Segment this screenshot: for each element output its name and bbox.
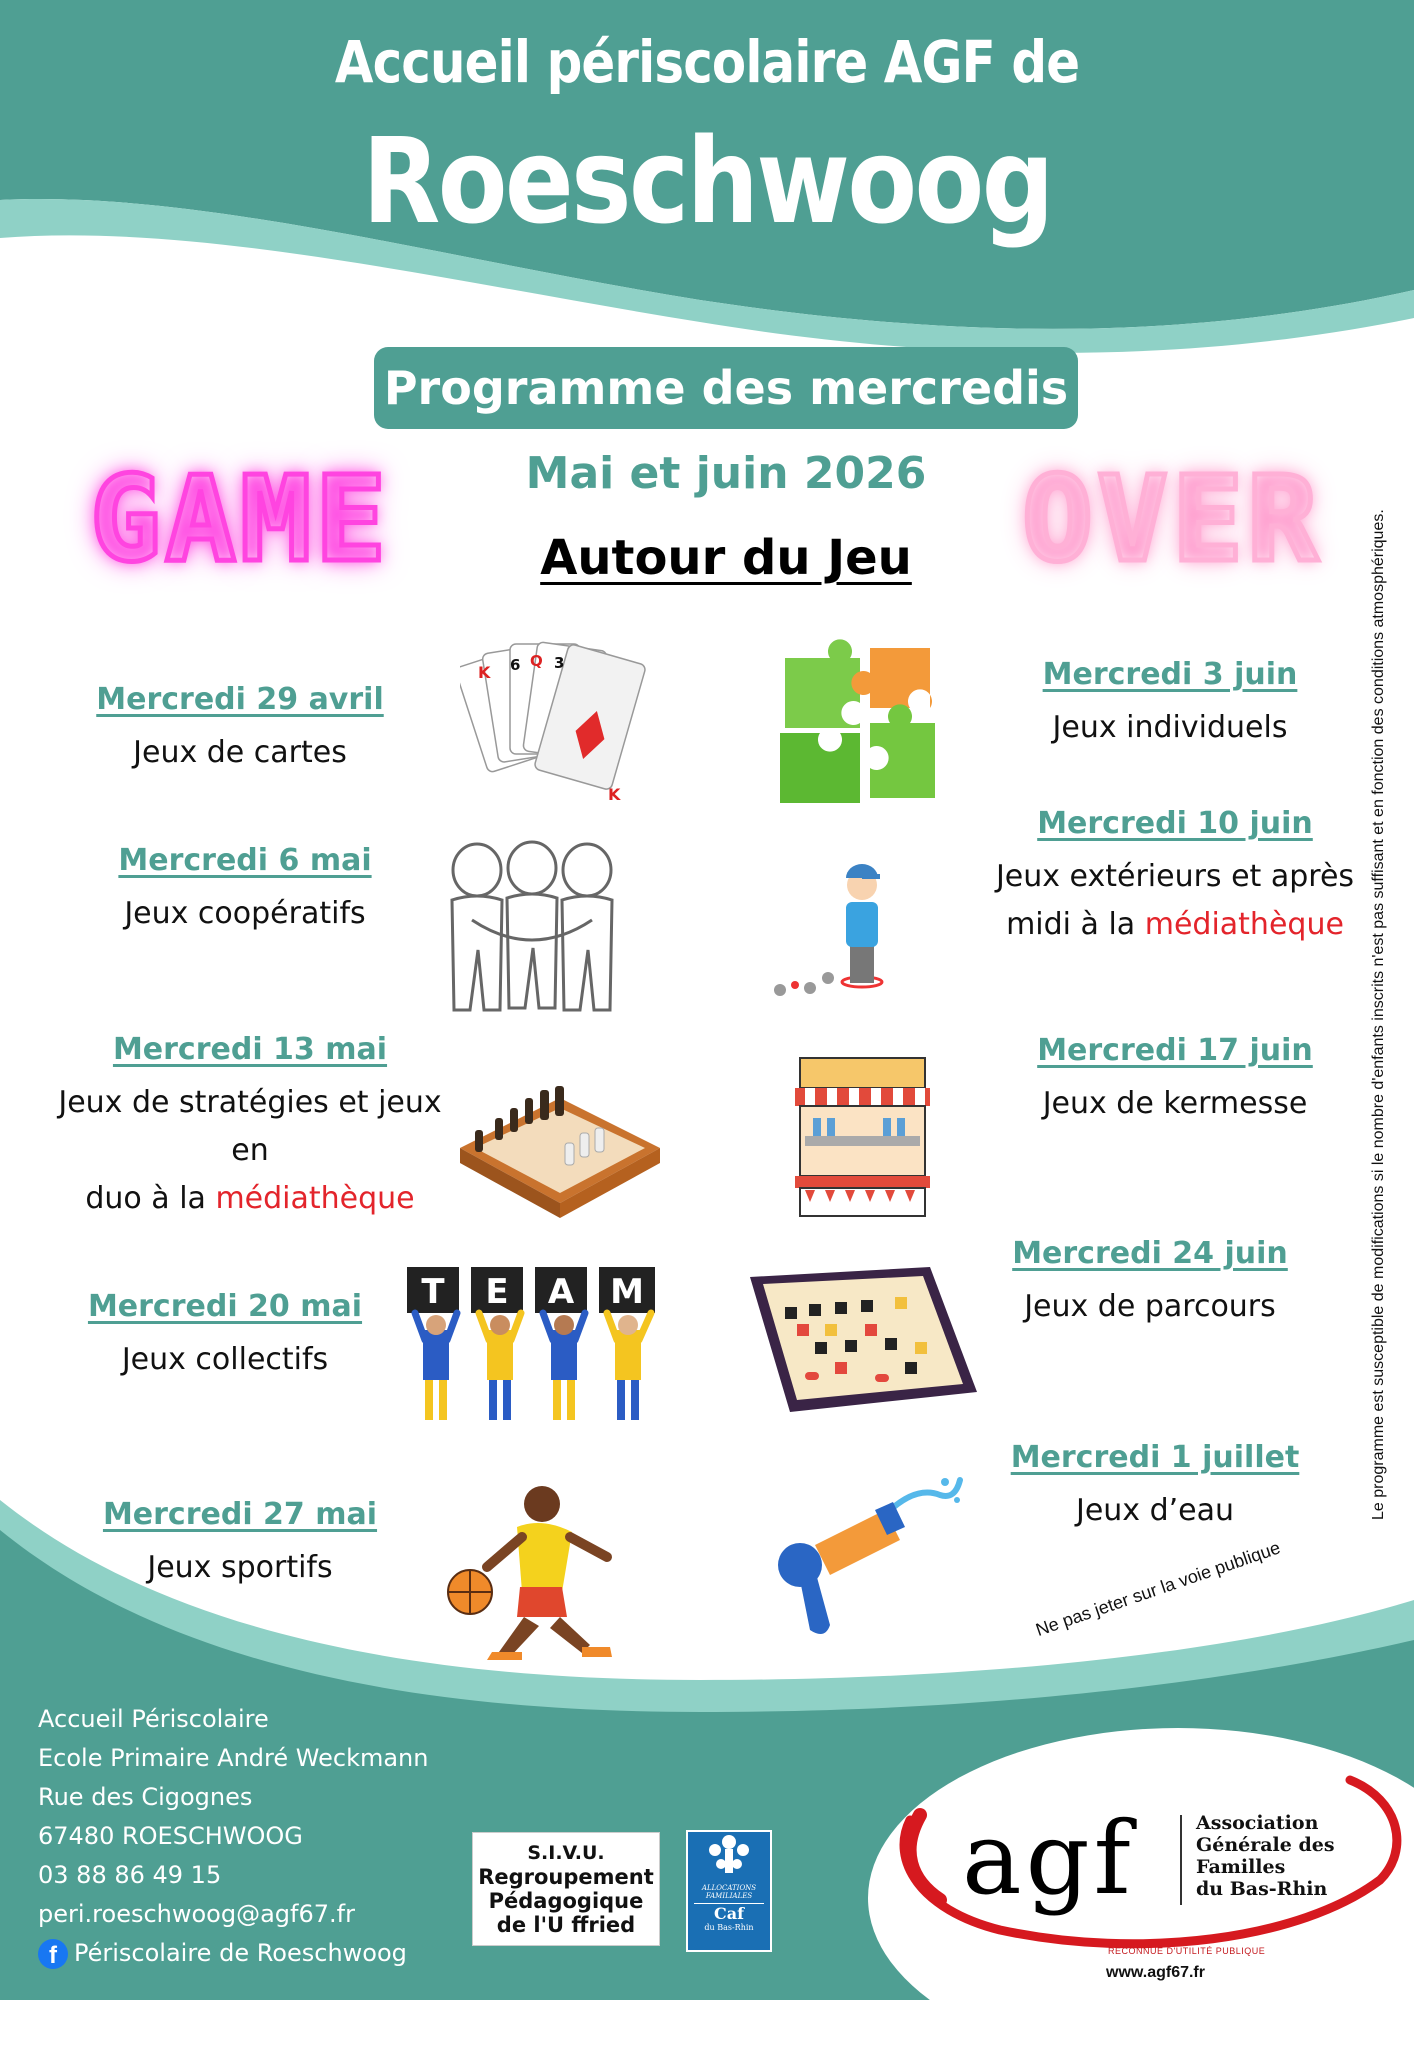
facebook-link[interactable]: f Périscolaire de Roeschwoog: [38, 1934, 428, 1973]
board-game-icon: [745, 1262, 980, 1417]
agf-association-name: Association Générale des Familles du Bas-Rhin: [1196, 1812, 1335, 1900]
event-desc: Jeux coopératifs: [124, 896, 366, 931]
event-3-juin: [1000, 657, 1340, 752]
neon-over-text: OVER: [1022, 450, 1323, 588]
program-badge: Programme des mercredis: [374, 347, 1078, 429]
event-date: Mercredi 20 mai: [87, 1289, 363, 1324]
agf-logo-text: agf: [962, 1800, 1135, 1917]
event-24-juin: [990, 1236, 1310, 1331]
caf-family-icon: [688, 1832, 770, 1880]
event-date: Mercredi 17 juin: [1037, 1033, 1313, 1068]
event-desc: Jeux de cartes: [133, 735, 347, 770]
event-date: Mercredi 13 mai: [112, 1032, 388, 1067]
header-title-line2: Roeschwoog: [362, 112, 1052, 250]
address-line: 67480 ROESCHWOOG: [38, 1822, 303, 1850]
sivu-logo: S.I.V.U. Regroupement Pédagogique de l'U ffried: [472, 1832, 660, 1946]
agf-reconnu-text: RECONNUE D'UTILITÉ PUBLIQUE: [1108, 1946, 1266, 1956]
mediatheque-highlight: médiathèque: [215, 1181, 415, 1216]
event-date: Mercredi 6 mai: [118, 843, 372, 878]
agf-divider: [1180, 1815, 1182, 1905]
neon-game-text: GAME: [90, 450, 391, 588]
event-date: Mercredi 29 avril: [96, 682, 384, 717]
side-note: Le programme est susceptible de modifications si le nombre d'enfants inscrits n'est pas suffisant et en fonction des conditions atmosphériques.: [1370, 509, 1387, 1520]
svg-text:K: K: [478, 663, 491, 682]
agf-website-link[interactable]: www.agf67.fr: [1106, 1964, 1205, 1981]
event-desc: Jeux de kermesse: [1042, 1086, 1308, 1121]
event-desc: Jeux de parcours: [1024, 1289, 1276, 1324]
basketball-player-icon: [442, 1482, 627, 1672]
event-6-mai: [80, 843, 410, 938]
svg-text:3: 3: [554, 654, 565, 672]
event-date: Mercredi 27 mai: [102, 1497, 378, 1532]
team-letter: E: [485, 1272, 509, 1312]
svg-text:6: 6: [510, 656, 521, 674]
event-desc-line2: midi à la: [1006, 907, 1145, 942]
event-desc: Jeux collectifs: [121, 1342, 329, 1377]
chess-board-icon: [455, 1068, 665, 1233]
event-desc-line1: Jeux de stratégies et jeux en: [58, 1085, 442, 1168]
event-27-mai: [80, 1497, 400, 1592]
mediatheque-highlight: médiathèque: [1144, 907, 1344, 942]
address-line: Rue des Cigognes: [38, 1783, 253, 1811]
puzzle-icon: [775, 638, 950, 808]
fair-stand-icon: [785, 1050, 940, 1220]
water-gun-icon: [775, 1470, 965, 1645]
event-desc: Jeux d’eau: [1075, 1493, 1235, 1528]
event-17-juin: [1000, 1033, 1350, 1128]
litter-note: Ne pas jeter sur la voie publique: [1033, 1537, 1283, 1641]
team-huddle-icon: [432, 840, 632, 1015]
team-sign-icon: [405, 1265, 660, 1435]
footer-address: [38, 1700, 428, 1973]
petanque-player-icon: [770, 850, 920, 1005]
event-desc: Jeux individuels: [1052, 710, 1288, 745]
team-letter: A: [547, 1272, 575, 1312]
event-10-juin: [990, 806, 1360, 949]
address-line: Accueil Périscolaire: [38, 1705, 269, 1733]
event-20-mai: [70, 1289, 380, 1384]
event-1-juillet: [1000, 1440, 1310, 1535]
event-date: Mercredi 10 juin: [1037, 806, 1313, 841]
event-date: Mercredi 24 juin: [1012, 1236, 1288, 1271]
event-desc: Jeux sportifs: [147, 1550, 333, 1585]
facebook-icon: f: [38, 1939, 68, 1969]
program-theme: Autour du Jeu: [540, 530, 912, 586]
phone-number: 03 88 86 49 15: [38, 1861, 222, 1889]
svg-text:K: K: [608, 785, 621, 804]
event-date: Mercredi 1 juillet: [1010, 1440, 1300, 1475]
svg-text:Q: Q: [530, 652, 543, 670]
header-title-line1: Accueil périscolaire AGF de: [334, 28, 1080, 96]
program-period: Mai et juin 2026: [525, 448, 927, 499]
team-letter: M: [610, 1272, 644, 1312]
team-letter: T: [421, 1272, 445, 1312]
playing-cards-icon: [460, 640, 660, 815]
event-13-mai: [40, 1032, 460, 1223]
event-29-avril: [80, 682, 400, 777]
address-line: Ecole Primaire André Weckmann: [38, 1744, 429, 1772]
event-desc-line2: duo à la: [85, 1181, 216, 1216]
event-desc-line1: Jeux extérieurs et après: [995, 859, 1355, 894]
email-link[interactable]: peri.roeschwoog@agf67.fr: [38, 1900, 355, 1928]
event-date: Mercredi 3 juin: [1042, 657, 1298, 692]
caf-logo: ALLOCATIONS FAMILIALES Caf du Bas-Rhin: [686, 1830, 772, 1952]
